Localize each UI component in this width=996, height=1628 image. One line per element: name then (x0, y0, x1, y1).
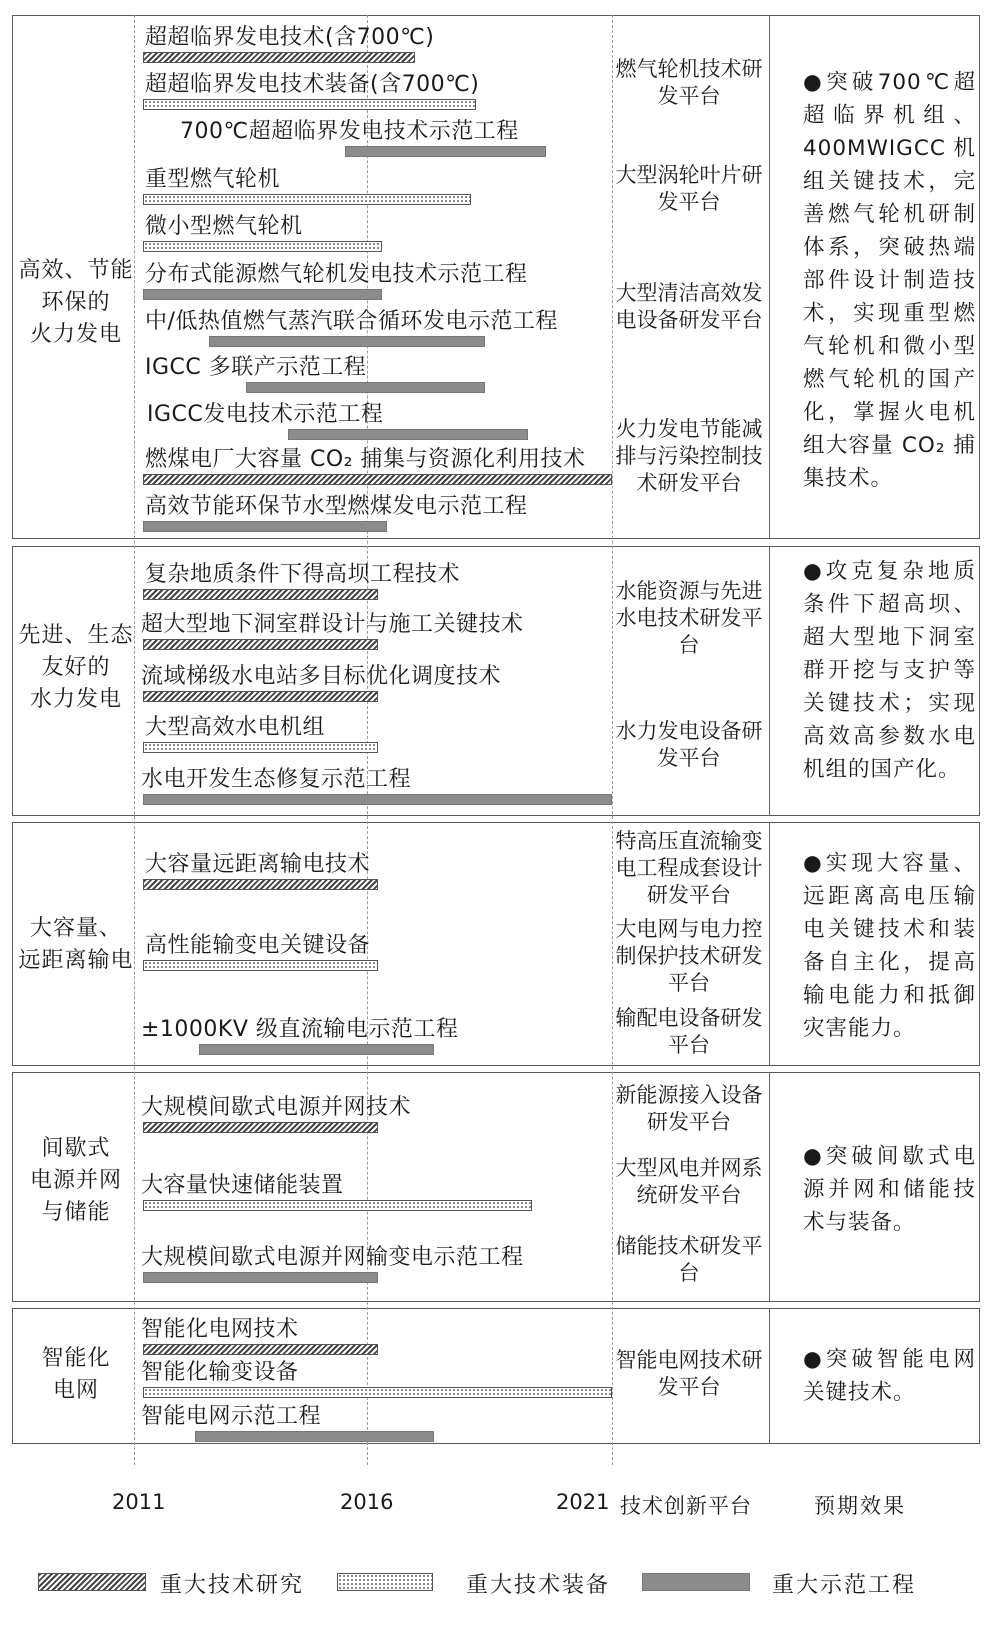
innovation-platform: 特高压直流输变电工程成套设计研发平台 (615, 829, 763, 907)
column-divider (769, 16, 770, 538)
roadmap-item-label: 中/低热值燃气蒸汽联合循环发电示范工程 (145, 309, 558, 334)
legend-swatch-demo (642, 1573, 750, 1591)
timeline-bar-demo (199, 1044, 434, 1055)
category-label-line: 电源并网 (29, 1168, 122, 1193)
category-label (12, 913, 140, 977)
legend-label-demo: 重大示范工程 (772, 1573, 917, 1598)
roadmap-item-label: 燃煤电厂大容量 CO₂ 捕集与资源化利用技术 (145, 447, 586, 472)
category-label-line: 电网 (52, 1378, 99, 1403)
expected-effect: ●突破智能电网关键技术。 (803, 1347, 976, 1405)
timeline-bar-research (143, 474, 612, 485)
gridline-2011 (134, 15, 135, 1465)
roadmap-item-label: 高效节能环保节水型燃煤发电示范工程 (145, 494, 528, 519)
roadmap-item-label: 大容量远距离输电技术 (145, 852, 371, 877)
innovation-platform: 火力发电节能减排与污染控制技术研发平台 (615, 417, 763, 495)
timeline-bar-demo (246, 382, 485, 393)
timeline-bar-equipment (143, 241, 382, 252)
category-label (12, 620, 140, 716)
roadmap-item-label: IGCC 多联产示范工程 (145, 355, 367, 380)
timeline-bar-research (143, 691, 378, 702)
category-label-line: 高效、节能 (18, 258, 134, 283)
category-label (12, 1133, 140, 1229)
innovation-platform: 储能技术研发平台 (615, 1234, 763, 1285)
roadmap-item-label: 流域梯级水电站多目标优化调度技术 (141, 664, 502, 689)
category-label-line: 远距离输电 (18, 948, 134, 973)
column-divider (769, 823, 770, 1065)
roadmap-item-label: 大规模间歇式电源并网技术 (141, 1095, 412, 1120)
legend-label-research: 重大技术研究 (160, 1573, 305, 1598)
category-label-line: 与储能 (41, 1200, 111, 1225)
axis-label-2021: 2021 (556, 1490, 610, 1514)
innovation-platform: 大电网与电力控制保护技术研发平台 (615, 917, 763, 995)
category-label-line: 先进、生态 (18, 623, 134, 648)
innovation-platform: 大型涡轮叶片研发平台 (615, 163, 763, 214)
category-label-line: 智能化 (41, 1346, 111, 1371)
roadmap-item-label: 高性能输变电关键设备 (145, 933, 371, 958)
roadmap-item-label: 智能电网示范工程 (141, 1404, 322, 1429)
timeline-bar-research (143, 52, 415, 63)
innovation-platform: 大型风电并网系统研发平台 (615, 1156, 763, 1207)
expected-effect: ●突破间歇式电源并网和储能技术与装备。 (803, 1144, 976, 1235)
category-label-line: 火力发电 (29, 322, 122, 347)
expected-effect: ●实现大容量、远距离高电压输电关键技术和装备自主化，提高输电能力和抵御灾害能力。 (803, 851, 976, 1041)
axis-label-2011: 2011 (112, 1490, 166, 1514)
innovation-platform: 大型清洁高效发电设备研发平台 (615, 281, 763, 332)
column-divider (769, 1073, 770, 1301)
timeline-bar-equipment (143, 99, 476, 110)
legend-swatch-equipment (337, 1573, 433, 1591)
timeline-bar-demo (209, 336, 486, 347)
roadmap-item-label: 微小型燃气轮机 (145, 214, 303, 239)
roadmap-item-label: 超大型地下洞室群设计与施工关键技术 (141, 612, 524, 637)
innovation-platform: 智能电网技术研发平台 (615, 1348, 763, 1399)
category-label-line: 水力发电 (29, 687, 122, 712)
effect-column-header: 预期效果 (814, 1494, 906, 1518)
roadmap-item-label: 智能化输变设备 (141, 1360, 299, 1385)
innovation-platform: 水能资源与先进水电技术研发平台 (615, 579, 763, 657)
timeline-bar-demo (143, 1272, 378, 1283)
innovation-platform: 输配电设备研发平台 (615, 1006, 763, 1057)
category-label (12, 1343, 140, 1407)
platform-column-header: 技术创新平台 (620, 1494, 752, 1518)
roadmap-item-label: 大型高效水电机组 (145, 715, 326, 740)
timeline-bar-research (143, 1122, 378, 1133)
roadmap-item-label: 超超临界发电技术装备(含700℃) (145, 72, 480, 97)
legend-swatch-research (38, 1573, 146, 1591)
innovation-platform: 燃气轮机技术研发平台 (615, 57, 763, 108)
timeline-bar-demo (143, 521, 387, 532)
roadmap-item-label: 分布式能源燃气轮机发电技术示范工程 (145, 262, 528, 287)
column-divider (769, 547, 770, 815)
timeline-bar-research (143, 879, 378, 890)
category-label-line: 间歇式 (41, 1136, 111, 1161)
expected-effect: ●突破700℃超超临界机组、400MWIGCC机组关键技术，完善燃气轮机研制体系，突破热端部件设计制造技术，实现重型燃气轮机和微小型燃气轮机的国产化，掌握火电机组大容量 CO₂ 捕集技术。 (803, 70, 976, 491)
roadmap-item-label: 复杂地质条件下得高坝工程技术 (145, 562, 461, 587)
timeline-bar-equipment (143, 1387, 612, 1398)
roadmap-item-label: 大规模间歇式电源并网输变电示范工程 (141, 1245, 524, 1270)
legend-label-equipment: 重大技术装备 (466, 1573, 611, 1598)
timeline-bar-demo (288, 429, 527, 440)
axis-label-2016: 2016 (340, 1490, 394, 1514)
roadmap-item-label: IGCC发电技术示范工程 (147, 402, 384, 427)
roadmap-item-label: ±1000KV 级直流输电示范工程 (141, 1017, 459, 1042)
roadmap-item-label: 水电开发生态修复示范工程 (141, 767, 412, 792)
timeline-bar-research (143, 1344, 378, 1355)
timeline-bar-research (143, 639, 378, 650)
timeline-bar-demo (143, 289, 382, 300)
category-label (12, 255, 140, 351)
expected-effect: ●攻克复杂地质条件下超高坝、超大型地下洞室群开挖与支护等关键技术；实现高效高参数水电机组的国产化。 (803, 559, 976, 782)
gridline-2021 (612, 15, 613, 1465)
innovation-platform: 水力发电设备研发平台 (615, 719, 763, 770)
timeline-bar-equipment (143, 194, 471, 205)
timeline-bar-demo (345, 146, 547, 157)
roadmap-item-label: 大容量快速储能装置 (141, 1173, 344, 1198)
category-label-line: 环保的 (41, 290, 111, 315)
category-label-line: 大容量、 (29, 916, 122, 941)
innovation-platform: 新能源接入设备研发平台 (615, 1083, 763, 1134)
roadmap-item-label: 智能化电网技术 (141, 1317, 299, 1342)
roadmap-item-label: 超超临界发电技术(含700℃) (145, 25, 435, 50)
timeline-bar-equipment (143, 960, 378, 971)
roadmap-item-label: 700℃超超临界发电技术示范工程 (180, 119, 519, 144)
category-label-line: 友好的 (41, 655, 111, 680)
column-divider (769, 1309, 770, 1443)
timeline-bar-demo (195, 1431, 434, 1442)
timeline-bar-equipment (143, 742, 378, 753)
roadmap-item-label: 重型燃气轮机 (145, 167, 281, 192)
timeline-bar-research (143, 589, 378, 600)
timeline-bar-equipment (143, 1200, 532, 1211)
timeline-bar-demo (143, 794, 612, 805)
